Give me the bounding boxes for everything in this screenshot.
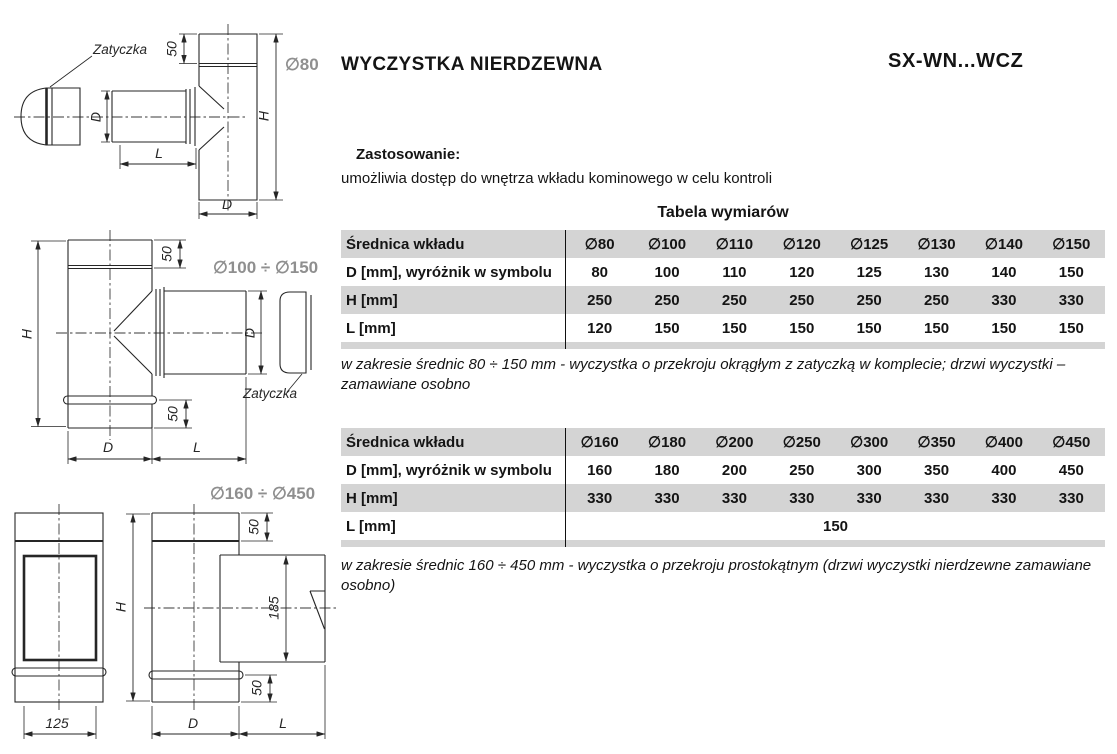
table-cell: ∅130 xyxy=(917,236,956,253)
table-cell: ∅120 xyxy=(782,236,821,253)
table-cell: 150 xyxy=(856,319,882,337)
cap-leader-label: Zatyczka xyxy=(93,42,148,57)
row-label: Średnica wkładu xyxy=(346,433,465,451)
dim-label-50: 50 xyxy=(164,406,181,422)
dim-label-l: L xyxy=(193,439,201,455)
drawing-tee-d80 xyxy=(14,24,319,219)
dim-label-185: 185 xyxy=(265,596,282,620)
diameter-range-label: ∅160 ÷ ∅450 xyxy=(210,484,316,503)
table-row xyxy=(341,314,1105,342)
table-cell: 250 xyxy=(654,291,680,309)
table-cell: 250 xyxy=(789,291,815,309)
table-cell: 330 xyxy=(924,489,950,507)
table-row xyxy=(341,230,1105,258)
table-cell: 150 xyxy=(789,319,815,337)
table-cell: 450 xyxy=(1058,461,1084,479)
table-cell: ∅80 xyxy=(584,236,615,253)
row-label: L [mm] xyxy=(346,517,396,535)
table-cell: 330 xyxy=(991,489,1017,507)
row-label: H [mm] xyxy=(346,489,398,507)
dim-label-50: 50 xyxy=(245,519,262,535)
table-cell: ∅125 xyxy=(850,236,889,253)
dim-label-h: H xyxy=(255,110,272,122)
table-cell: 250 xyxy=(587,291,613,309)
technical-drawings xyxy=(0,0,345,754)
table-cell: 250 xyxy=(721,291,747,309)
table-cell: ∅200 xyxy=(715,434,754,451)
table-cell: 150 xyxy=(721,319,747,337)
table-cell: 330 xyxy=(1058,291,1084,309)
dim-label-d: D xyxy=(187,715,199,731)
table-cell: 120 xyxy=(789,263,815,281)
table-bottom-strip xyxy=(341,342,1105,349)
table-cell: ∅100 xyxy=(648,236,687,253)
table-cell: 330 xyxy=(789,489,815,507)
table-cell: 330 xyxy=(991,291,1017,309)
table-note-80-150: w zakresie średnic 80 ÷ 150 mm - wyczystka o przekroju okrągłym z zatyczką w komplecie; drzwi wyczystki – zamawiane osobno xyxy=(341,356,1066,393)
table-row xyxy=(341,428,1105,456)
table-cell: 150 xyxy=(1058,319,1084,337)
dim-label-h: H xyxy=(18,328,35,340)
cap-leader-label: Zatyczka xyxy=(243,386,298,401)
dim-label-50: 50 xyxy=(158,246,175,262)
dim-label-d: D xyxy=(241,327,258,339)
table-cell: 100 xyxy=(654,263,680,281)
table-cell: 80 xyxy=(591,263,609,281)
dim-label-l: L xyxy=(279,715,287,731)
table-cell: ∅450 xyxy=(1052,434,1091,451)
table-cell: 250 xyxy=(789,461,815,479)
dim-label-125: 125 xyxy=(45,715,69,731)
dim-label-50: 50 xyxy=(163,41,180,57)
application-heading: Zastosowanie: xyxy=(356,146,461,163)
table-cell: 150 xyxy=(991,319,1017,337)
row-label: L [mm] xyxy=(346,319,396,337)
table-cell: 160 xyxy=(587,461,613,479)
table-cell: ∅300 xyxy=(850,434,889,451)
table-cell: 180 xyxy=(654,461,680,479)
dim-label-l: L xyxy=(155,145,163,161)
diameter-range-label: ∅80 xyxy=(285,55,319,74)
table-cell: 150 xyxy=(1058,263,1084,281)
dimensions-table-160-450 xyxy=(341,428,1105,547)
dimensions-table-80-150 xyxy=(341,230,1105,349)
table-cell: 130 xyxy=(924,263,950,281)
dim-label-50: 50 xyxy=(248,680,265,696)
table-row xyxy=(341,286,1105,314)
table-cell: 330 xyxy=(721,489,747,507)
application-text: umożliwia dostęp do wnętrza wkładu kominowego w celu kontroli xyxy=(341,170,773,187)
table-cell: 350 xyxy=(924,461,950,479)
table-cell: 150 xyxy=(924,319,950,337)
table-cell: ∅140 xyxy=(984,236,1023,253)
page-title: WYCZYSTKA NIERDZEWNA xyxy=(341,54,603,75)
dim-label-d: D xyxy=(102,439,114,455)
row-label: D [mm], wyróżnik w symbolu xyxy=(346,461,552,479)
table-cell: 300 xyxy=(856,461,882,479)
dim-label-d: D xyxy=(221,196,233,212)
table-row xyxy=(341,258,1105,286)
table-cell: 330 xyxy=(1058,489,1084,507)
row-label: Średnica wkładu xyxy=(346,235,465,253)
table-cell: ∅180 xyxy=(648,434,687,451)
table-cell: ∅160 xyxy=(580,434,619,451)
table-cell: 110 xyxy=(722,263,747,281)
table-row xyxy=(341,456,1105,484)
table-cell: ∅350 xyxy=(917,434,956,451)
table-cell: 150 xyxy=(822,517,849,535)
product-code: SX-WN...WCZ xyxy=(888,50,1024,72)
table-cell: 250 xyxy=(856,291,882,309)
diameter-range-label: ∅100 ÷ ∅150 xyxy=(213,258,319,277)
table-title: Tabela wymiarów xyxy=(657,204,789,221)
table-cell: ∅400 xyxy=(984,434,1023,451)
row-label: D [mm], wyróżnik w symbolu xyxy=(346,263,552,281)
table-cell: ∅110 xyxy=(715,236,754,253)
table-note-160-450: w zakresie średnic 160 ÷ 450 mm - wyczystka o przekroju prostokątnym (drzwi wyczystki nierdzewne zamawiane osobno) xyxy=(341,557,1092,594)
table-cell: 400 xyxy=(991,461,1017,479)
dim-label-d: D xyxy=(87,111,104,123)
table-cell: 330 xyxy=(856,489,882,507)
row-label: H [mm] xyxy=(346,291,398,309)
table-cell: 125 xyxy=(856,263,882,281)
table-cell: ∅150 xyxy=(1052,236,1091,253)
table-cell: 330 xyxy=(587,489,613,507)
drawing-tee-d160-450 xyxy=(12,484,338,739)
table-cell: 330 xyxy=(654,489,680,507)
table-cell: ∅250 xyxy=(782,434,821,451)
table-row xyxy=(341,484,1105,512)
table-row xyxy=(341,512,1105,540)
dim-label-h: H xyxy=(112,601,129,613)
table-cell: 200 xyxy=(721,461,747,479)
table-cell: 250 xyxy=(924,291,950,309)
drawing-tee-d100-150 xyxy=(19,230,318,464)
table-cell: 140 xyxy=(991,263,1017,281)
table-cell: 150 xyxy=(654,319,680,337)
table-cell: 120 xyxy=(587,319,613,337)
table-bottom-strip xyxy=(341,540,1105,547)
